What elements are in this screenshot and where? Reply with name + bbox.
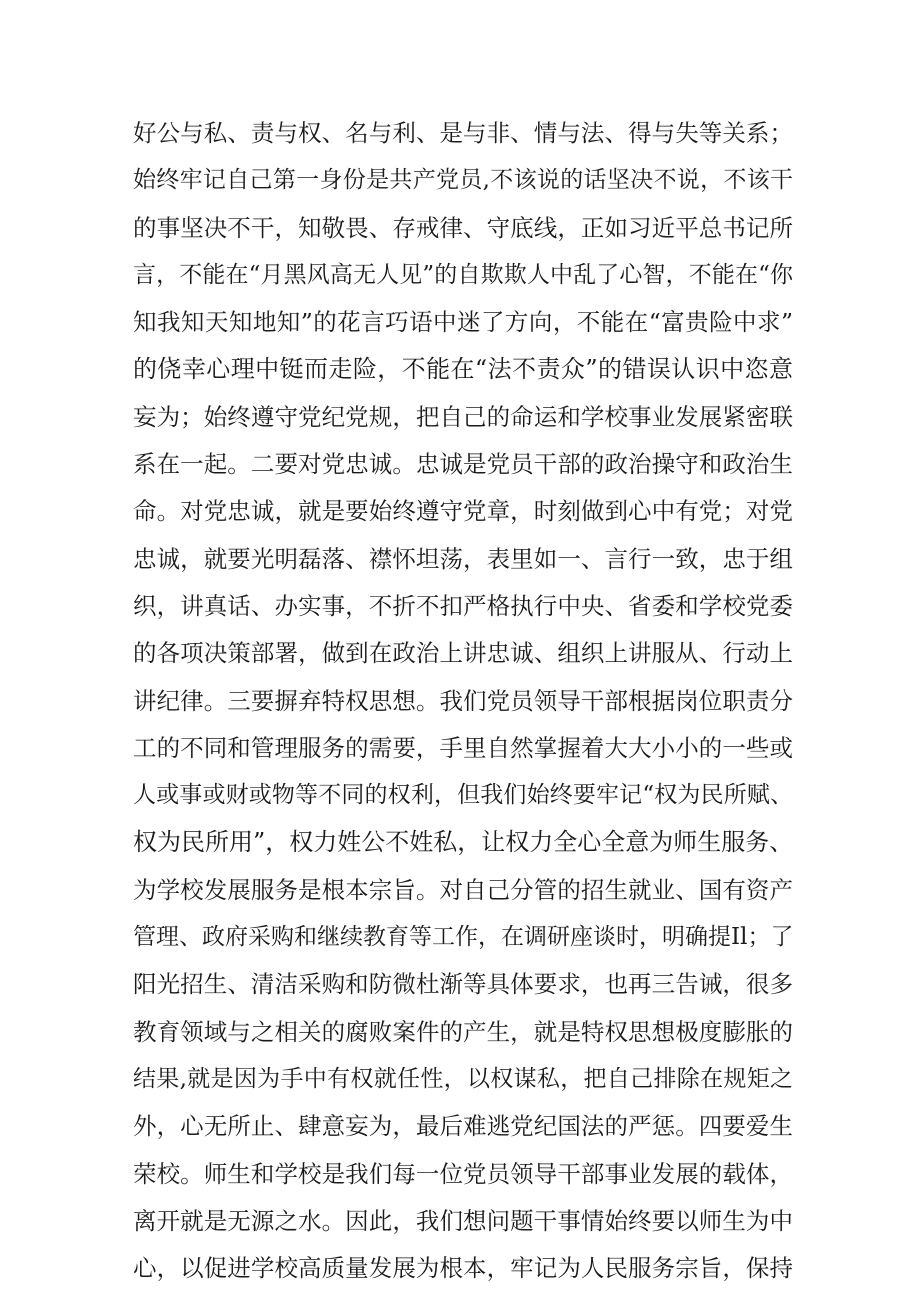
text-line: 人或事或财或物等不同的权利，但我们始终要牢记“权为民所赋、 <box>133 782 793 809</box>
text-line: 荣校。师生和学校是我们每一位党员领导干部事业发展的载体， <box>133 1159 793 1188</box>
body-paragraph <box>133 110 793 1292</box>
text-line: 管理、政府采购和继续教育等工作，在调研座谈时，明确提Il；了 <box>133 924 793 951</box>
text-line: 的侥幸心理中铤而走险，不能在“法不责众”的错误认识中恣意 <box>133 355 793 384</box>
text-line: 讲纪律。三要摒弃特权思想。我们党员领导干部根据岗位职责分 <box>133 686 793 715</box>
text-line: 织，讲真话、办实事，不折不扣严格执行中央、省委和学校党委 <box>133 591 793 620</box>
text-line: 忠诚，就要光明磊落、襟怀坦荡，表里如一、言行一致，忠于组 <box>133 544 793 573</box>
text-line: 心，以促进学校高质量发展为根本，牢记为人民服务宗旨，保持 <box>133 1254 793 1283</box>
text-line: 权为民所用”，权力姓公不姓私，让权力全心全意为师生服务、 <box>133 828 793 857</box>
text-line: 结果,就是因为手中有权就任性，以权谋私，把自己排除在规矩之 <box>133 1065 793 1092</box>
text-line: 离开就是无源之水。因此，我们想问题干事情始终要以师生为中 <box>133 1206 793 1235</box>
text-line: 为学校发展服务是根本宗旨。对自己分管的招生就业、国有资产 <box>133 875 793 904</box>
text-line: 外，心无所止、肆意妄为，最后难逃党纪国法的严惩。四要爱生 <box>133 1112 793 1141</box>
text-line: 言，不能在“月黑风高无人见”的自欺欺人中乱了心智，不能在“你 <box>133 261 793 288</box>
text-line: 工的不同和管理服务的需要，手里自然掌握着大大小小的一些或 <box>133 733 793 762</box>
text-line: 知我知天知地知”的花言巧语中迷了方向，不能在“富贵险中求” <box>133 308 793 337</box>
text-line: 教育领域与之相关的腐败案件的产生，就是特权思想极度膨胀的 <box>133 1017 793 1046</box>
text-line: 始终牢记自己第一身份是共产党员,不该说的话坚决不说，不该干 <box>133 167 793 194</box>
text-line: 好公与私、责与权、名与利、是与非、情与法、得与失等关系； <box>133 119 793 147</box>
text-line: 妄为；始终遵守党纪党规，把自己的命运和学校事业发展紧密联 <box>133 402 793 431</box>
text-line: 阳光招生、清洁采购和防微杜渐等具体要求，也再三告诫，很多 <box>133 970 793 999</box>
text-line: 命。对党忠诚，就是要始终遵守党章，时刻做到心中有党；对党 <box>133 497 793 526</box>
text-line: 的各项决策部署，做到在政治上讲忠诚、组织上讲服从、行动上 <box>133 639 793 668</box>
text-line: 系在一起。二要对党忠诚。忠诚是党员干部的政治操守和政治生 <box>133 450 793 479</box>
text-line: 的事坚决不干，知敬畏、存戒律、守底线，正如习近平总书记所 <box>133 213 793 242</box>
